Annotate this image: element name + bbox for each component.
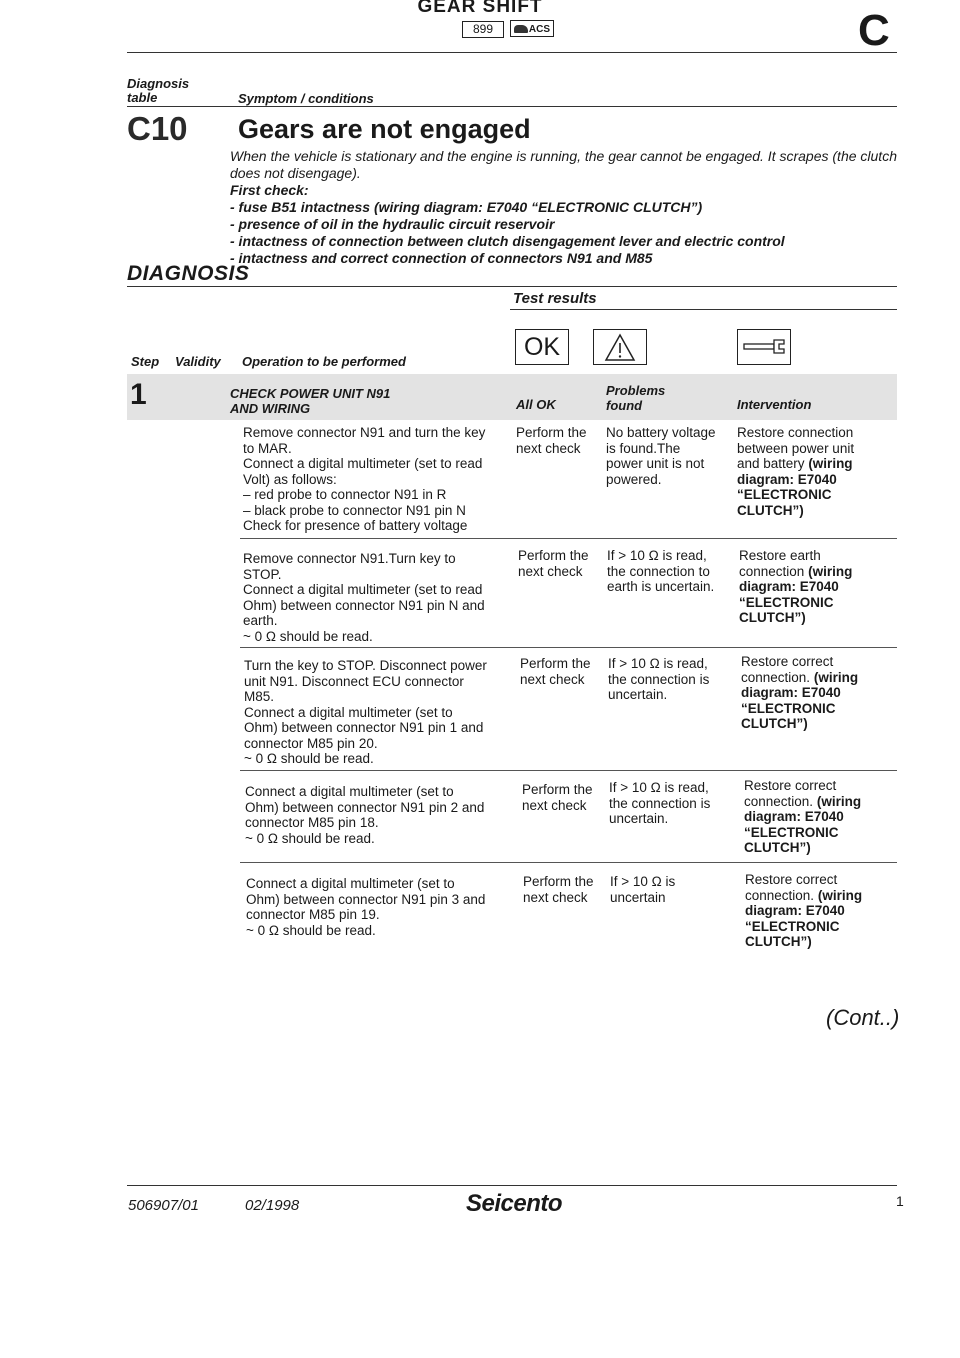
operation-line: Check for presence of battery voltage — [243, 518, 468, 533]
intervention-bold: “ELECTRONIC — [741, 700, 836, 716]
intervention-bold: “ELECTRONIC — [737, 487, 832, 502]
problem-line: If > 10 Ω is read, — [607, 548, 707, 563]
symptom-code: C10 — [127, 110, 188, 147]
diagnosis-rule — [127, 286, 897, 287]
intervention-bold: (wiring — [808, 456, 853, 471]
intervention-bold: diagram: E7040 — [739, 579, 839, 594]
problem-line: the connection to — [607, 563, 710, 579]
intervention-bold: (wiring — [817, 887, 863, 903]
section-letter: C — [858, 6, 890, 55]
problem-cell — [606, 425, 736, 487]
intervention-line: Restore correct — [741, 654, 834, 669]
ok-line: Perform the — [523, 874, 594, 889]
ok-icon: OK — [515, 329, 569, 365]
operation-line: ~ 0 Ω should be read. — [243, 628, 373, 644]
operation-cell — [246, 876, 521, 938]
problem-line: If > 10 Ω is read, — [608, 656, 708, 671]
operation-line: Connect a digital multimeter (set to — [244, 704, 453, 720]
operation-line: M85. — [244, 689, 275, 704]
ok-line: next check — [522, 797, 587, 813]
operation-line: Connect a digital multimeter (set to read — [243, 456, 483, 471]
page-number: 1 — [896, 1193, 904, 1209]
intervention-cell — [744, 778, 884, 856]
all-ok-cell — [520, 656, 608, 687]
operation-line: STOP. — [243, 566, 282, 582]
intervention-bold: CLUTCH”) — [741, 716, 808, 731]
intervention-bold: CLUTCH”) — [739, 610, 806, 625]
operation-line: to MAR. — [243, 440, 292, 456]
intervention-bold: CLUTCH”) — [745, 934, 812, 949]
intervention-bold: “ELECTRONIC — [744, 824, 839, 840]
heading-rule — [127, 106, 897, 107]
operation-line: ~ 0 Ω should be read. — [244, 751, 374, 766]
operation-line: Ohm) between connector N91 pin 1 and — [244, 720, 484, 735]
intervention-line: Restore connection — [737, 425, 854, 440]
problem-line: If > 10 Ω is — [610, 874, 676, 889]
operation-line: connector M85 pin 19. — [246, 907, 380, 922]
problem-line: uncertain — [610, 889, 666, 905]
intervention-line: connection. — [745, 887, 815, 903]
diagnosis-heading: DIAGNOSIS — [127, 262, 250, 285]
all-ok-heading: All OK — [516, 397, 556, 412]
intervention-cell — [737, 425, 877, 518]
operation-line: connector M85 pin 18. — [245, 815, 379, 830]
ok-line: Perform the — [518, 548, 589, 563]
operation-cell — [245, 784, 520, 846]
operation-line: ~ 0 Ω should be read. — [246, 922, 376, 938]
ok-line: Perform the — [516, 425, 587, 440]
problem-line: If > 10 Ω is read, — [609, 780, 709, 795]
intervention-heading: Intervention — [737, 397, 812, 412]
problem-line: uncertain. — [609, 811, 669, 826]
problem-cell — [609, 780, 739, 827]
all-ok-cell — [523, 874, 611, 905]
first-check-item: - intactness of connection between clutch disengagement lever and electric control — [230, 233, 785, 249]
operation-line: Connect a digital multimeter (set to — [246, 876, 455, 891]
ok-line: Perform the — [522, 782, 593, 797]
diagnosis-table-label: Diagnosis table — [127, 76, 190, 105]
problem-line: is found.The — [606, 440, 681, 456]
step-number: 1 — [130, 378, 147, 411]
intervention-bold: diagram: E7040 — [737, 471, 837, 487]
brand-logo: Seicento — [466, 1190, 563, 1217]
operation-cell — [244, 658, 516, 767]
operation-line: ~ 0 Ω should be read. — [245, 830, 375, 846]
problems-found-heading: Problems found — [606, 383, 666, 413]
ok-line: next check — [520, 671, 585, 687]
intervention-cell — [739, 548, 879, 626]
warning-icon — [593, 329, 647, 365]
step-title: CHECK POWER UNIT N91 AND WIRING — [230, 386, 391, 416]
page-code-box: 899 — [462, 21, 504, 38]
intervention-bold: diagram: E7040 — [745, 903, 845, 918]
operation-line: Connect a digital multimeter (set to — [245, 784, 454, 799]
symptom-title: Gears are not engaged — [238, 114, 531, 144]
row-separator — [240, 538, 897, 539]
operation-line: Remove connector N91.Turn key to — [243, 551, 456, 566]
intervention-line: Restore correct — [744, 778, 837, 793]
car-icon — [514, 25, 528, 33]
all-ok-cell — [516, 425, 604, 456]
wrench-icon — [737, 329, 791, 365]
first-check-item: - intactness and correct connection of connectors N91 and M85 — [230, 250, 653, 266]
intervention-bold: “ELECTRONIC — [745, 918, 840, 934]
operation-line: – red probe to connector N91 in R — [243, 487, 447, 502]
continued-label: (Cont..) — [826, 1005, 900, 1030]
ok-line: next check — [516, 440, 581, 456]
row-separator — [240, 647, 897, 648]
operation-cell — [243, 425, 513, 534]
col-operation: Operation to be performed — [242, 354, 406, 369]
operation-line: connector M85 pin 20. — [244, 735, 378, 751]
doc-date: 02/1998 — [245, 1197, 300, 1214]
intervention-line: and battery — [737, 456, 805, 471]
first-check-item: - presence of oil in the hydraulic circuit reservoir — [230, 216, 555, 232]
intervention-line: between power unit — [737, 440, 855, 456]
first-check-label: First check: — [230, 182, 309, 198]
ok-line: Perform the — [520, 656, 591, 671]
acs-label: ACS — [528, 24, 550, 35]
row-separator — [240, 770, 897, 771]
operation-line: Ohm) between connector N91 pin 2 and — [245, 799, 485, 815]
problem-line: power unit is not — [606, 456, 705, 471]
intervention-bold: “ELECTRONIC — [739, 594, 834, 610]
ok-line: next check — [518, 563, 583, 579]
doc-code: 506907/01 — [128, 1197, 199, 1214]
intervention-bold: (wiring — [813, 669, 859, 685]
first-check-item: - fuse B51 intactness (wiring diagram: E7040 “ELECTRONIC CLUTCH”) — [230, 199, 703, 215]
intervention-bold: CLUTCH”) — [744, 840, 811, 855]
intervention-line: connection — [739, 563, 805, 579]
problem-line: powered. — [606, 471, 662, 487]
problem-cell — [610, 874, 740, 905]
intervention-bold: (wiring — [808, 563, 853, 579]
operation-line: unit N91. Disconnect ECU connector — [244, 673, 464, 689]
operation-line: Ohm) between connector N91 pin N and — [243, 597, 485, 613]
problem-line: No battery voltage — [606, 425, 716, 440]
intervention-bold: (wiring — [816, 793, 862, 809]
ok-line: next check — [523, 889, 588, 905]
problem-line: earth is uncertain. — [607, 579, 715, 594]
footer-rule — [127, 1185, 897, 1186]
page-header-title: GEAR SHIFT — [417, 0, 543, 17]
test-results-label: Test results — [513, 290, 597, 307]
intervention-cell — [741, 654, 881, 732]
problem-line: the connection is — [609, 795, 711, 811]
col-step: Step — [131, 354, 160, 369]
operation-cell — [243, 551, 513, 644]
operation-line: Connect a digital multimeter (set to read — [243, 582, 483, 597]
symptom-description: When the vehicle is stationary and the engine is running, the gear cannot be engaged. It scrapes (the clutch does not disengage). — [230, 148, 897, 181]
operation-line: earth. — [243, 613, 278, 628]
operation-line: Ohm) between connector N91 pin 3 and — [246, 891, 486, 907]
operation-line: Turn the key to STOP. Disconnect power — [244, 658, 487, 673]
operation-line: – black probe to connector N91 pin N — [243, 502, 466, 518]
intervention-bold: CLUTCH”) — [737, 502, 804, 518]
symptom-description-block — [230, 148, 910, 267]
intervention-bold: diagram: E7040 — [741, 685, 841, 700]
acs-badge — [510, 20, 554, 37]
problem-cell — [607, 548, 737, 595]
symptom-conditions-label: Symptom / conditions — [238, 91, 374, 106]
row-separator — [240, 862, 897, 863]
intervention-line: Restore correct — [745, 872, 838, 887]
intervention-bold: diagram: E7040 — [744, 809, 844, 824]
intervention-line: Restore earth — [739, 548, 821, 563]
header-rule — [127, 52, 897, 53]
col-validity: Validity — [175, 354, 221, 369]
problem-line: uncertain. — [608, 687, 668, 702]
all-ok-cell — [522, 782, 610, 813]
operation-line: Remove connector N91 and turn the key — [243, 425, 486, 440]
operation-line: Volt) as follows: — [243, 471, 337, 487]
problem-cell — [608, 656, 738, 703]
intervention-line: connection. — [744, 793, 814, 809]
all-ok-cell — [518, 548, 606, 579]
intervention-cell — [745, 872, 885, 950]
intervention-line: connection. — [741, 669, 811, 685]
problem-line: the connection is — [608, 671, 710, 687]
test-results-rule — [510, 309, 897, 310]
